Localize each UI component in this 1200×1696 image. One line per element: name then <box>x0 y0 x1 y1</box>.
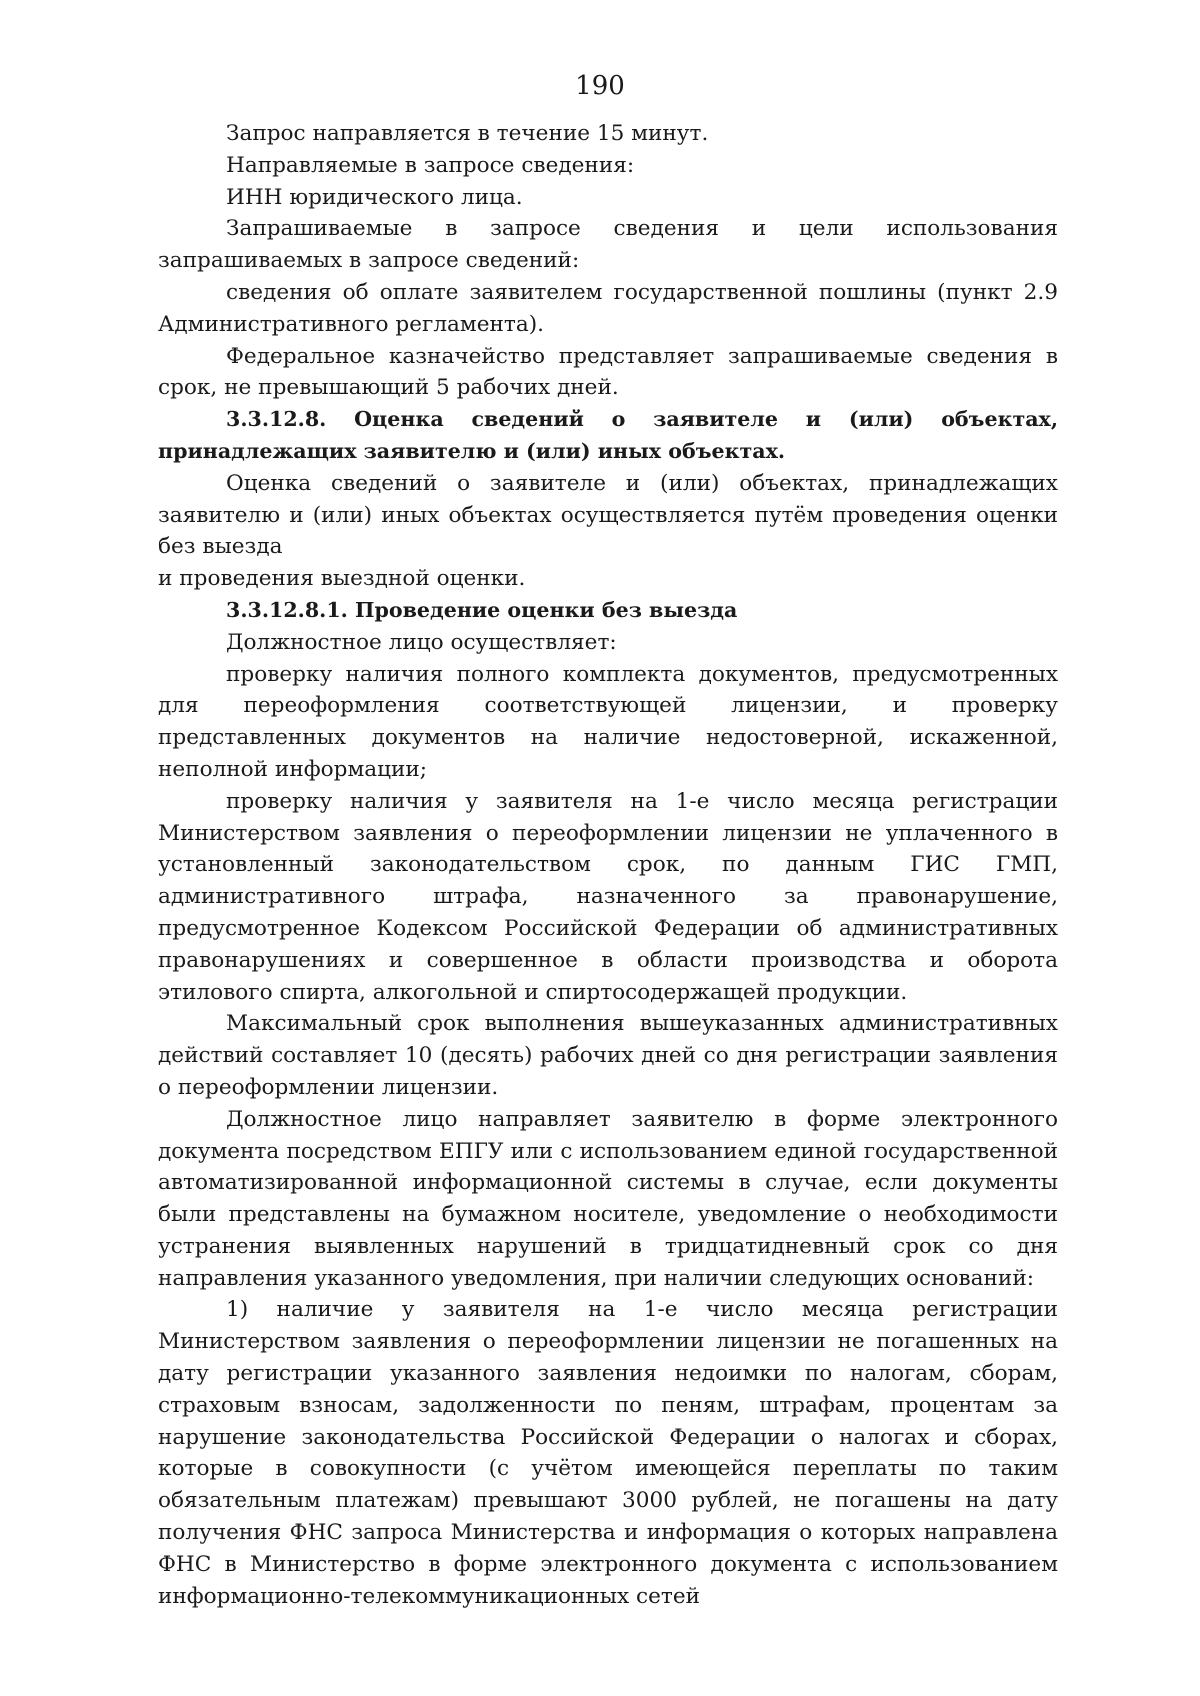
paragraph: Максимальный срок выполнения вышеуказанных административных действий составляет 10 (десять) рабочих дней со дня регистрации заявления о переоформлении лицензии. <box>158 1011 1058 1100</box>
paragraph: Запрос направляется в течение 15 минут. <box>226 121 709 146</box>
list-item: 1) наличие у заявителя на 1-е число месяца регистрации Министерством заявления о переоформлении лицензии не погашенных на дату регистрации указанного заявления недоимки по налогам, сборам, страховым взносам, задолженности по пеням, штрафам, процентам за нарушение законодательства Российской Федерации о налогах и сборах, которые в совокупности (с учётом имеющейся переплаты по таким обязательным платежам) превышают 3000 рублей, не погашены на дату получения ФНС запроса Министерства и информация о которых направлена ФНС в Министерство в форме электронного документа с использованием информационно-телекоммуникационных сетей <box>158 1297 1058 1609</box>
paragraph: ИНН юридического лица. <box>226 184 523 210</box>
page-number: 190 <box>575 71 625 101</box>
paragraph: сведения об оплате заявителем государственной пошлины (пункт 2.9 Административного регламента). <box>158 279 1058 337</box>
paragraph: Федеральное казначейство представляет запрашиваемые сведения в срок, не превышающий 5 рабочих дней. <box>158 343 1058 401</box>
paragraph: Оценка сведений о заявителе и (или) объектах, принадлежащих заявителю и (или) иных объектах осуществляется путём проведения оценки без выезда <box>158 470 1058 560</box>
paragraph: Направляемые в запросе сведения: <box>226 152 635 178</box>
document-body <box>158 118 1058 1612</box>
paragraph: проверку наличия полного комплекта документов, предусмотренных для переоформления соответствующей лицензии, и проверку представленных документов на наличие недостоверной, искаженной, неполной информации; <box>158 661 1058 782</box>
subsection-heading: 3.3.12.8.1. Проведение оценки без выезда <box>226 597 738 622</box>
paragraph: проверку наличия у заявителя на 1-е число месяца регистрации Министерством заявления о переоформлении лицензии не уплаченного в установленный законодательством срок, по данным ГИС ГМП, административного штрафа, назначенного за правонарушение, предусмотренное Кодексом Российской Федерации об административных правонарушениях и совершенное в области производства и оборота этилового спирта, алкогольной и спиртосодержащей продукции. <box>158 788 1058 1005</box>
paragraph: Должностное лицо осуществляет: <box>226 629 617 655</box>
section-heading: 3.3.12.8. Оценка сведений о заявителе и (или) объектах, принадлежащих заявителю и (или) иных объектах. <box>158 407 1058 463</box>
paragraph: и проведения выездной оценки. <box>158 566 526 592</box>
paragraph: Должностное лицо направляет заявителю в форме электронного документа посредством ЕПГУ или с использованием единой государственной автоматизированной информационной системы в случае, если документы были представлены на бумажном носителе, уведомление о необходимости устранения выявленных нарушений в тридцатидневный срок со дня направления указанного уведомления, при наличии следующих оснований: <box>158 1106 1058 1291</box>
paragraph: Запрашиваемые в запросе сведения и цели использования запрашиваемых в запросе сведений: <box>158 216 1058 274</box>
